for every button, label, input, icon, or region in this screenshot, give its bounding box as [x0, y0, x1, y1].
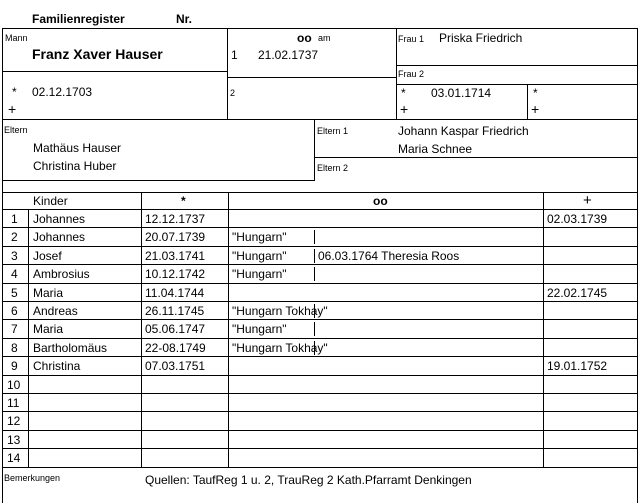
- child-name: Johannes: [33, 230, 86, 244]
- child-name: Christina: [33, 359, 81, 373]
- child-note: "Hungarn": [232, 230, 287, 244]
- wife2-birth-symbol: *: [533, 86, 538, 100]
- child-note: "Hungarn": [232, 249, 287, 263]
- wife1-birth-date: 03.01.1714: [431, 86, 492, 100]
- children-header-name: Kinder: [33, 194, 68, 208]
- marriage-1-index: 1: [231, 48, 238, 62]
- remarks-text: Quellen: TaufReg 1 u. 2, TrauReg 2 Kath.Pfarramt Denkingen: [145, 473, 472, 487]
- wife1-father-name: Johann Kaspar Friedrich: [398, 124, 529, 138]
- child-number: 11: [7, 396, 20, 410]
- child-number: 5: [11, 286, 18, 300]
- register-number-label: Nr.: [176, 12, 193, 26]
- child-birth-date: 10.12.1742: [145, 267, 206, 281]
- child-name: Maria: [33, 286, 64, 300]
- child-number: 8: [11, 341, 18, 355]
- husband-birth-symbol: *: [12, 85, 17, 99]
- remarks-label: Bemerkungen: [4, 473, 61, 483]
- child-name: Johannes: [33, 212, 86, 226]
- wife1-parents-label: Eltern 1: [317, 126, 349, 136]
- wife2-death-symbol: +: [531, 101, 540, 117]
- child-number: 1: [11, 212, 18, 226]
- child-name: Andreas: [33, 304, 78, 318]
- child-name: Josef: [33, 249, 62, 263]
- child-birth-date: 22-08.1749: [145, 341, 206, 355]
- child-name: Ambrosius: [33, 267, 90, 281]
- child-death-date: 19.01.1752: [547, 359, 608, 373]
- marriage-1-date: 21.02.1737: [258, 48, 319, 62]
- wife2-parents-label: Eltern 2: [317, 163, 349, 173]
- children-header-death: +: [583, 192, 592, 209]
- husband-name: Franz Xaver Hauser: [32, 46, 163, 62]
- child-birth-date: 26.11.1745: [145, 304, 205, 318]
- child-number: 6: [11, 304, 18, 318]
- child-number: 2: [11, 230, 18, 244]
- child-number: 12: [7, 414, 21, 428]
- wife1-birth-symbol: *: [401, 86, 406, 100]
- child-birth-date: 11.04.1744: [145, 286, 205, 300]
- husband-section-label: Mann: [5, 33, 28, 43]
- marriage-symbol: oo: [297, 31, 312, 45]
- husband-death-symbol: +: [8, 101, 17, 117]
- child-number: 10: [7, 378, 21, 392]
- child-number: 4: [11, 267, 18, 281]
- children-header-birth: *: [181, 194, 186, 208]
- child-number: 14: [7, 451, 21, 465]
- child-number: 13: [7, 433, 21, 447]
- husband-mother-name: Christina Huber: [33, 159, 117, 173]
- child-name: Bartholomäus: [33, 341, 108, 355]
- child-note: "Hungarn Tokhay": [232, 304, 328, 318]
- child-birth-date: 21.03.1741: [145, 249, 206, 263]
- child-birth-date: 12.12.1737: [145, 212, 206, 226]
- child-number: 9: [11, 359, 18, 373]
- child-marriage: 06.03.1764 Theresia Roos: [318, 249, 460, 263]
- wife1-mother-name: Maria Schnee: [398, 142, 473, 156]
- husband-parents-label: Eltern: [4, 125, 28, 135]
- children-header-marriage: oo: [373, 194, 388, 208]
- child-name: Maria: [33, 322, 64, 336]
- wife2-label: Frau 2: [398, 69, 425, 79]
- child-birth-date: 20.07.1739: [145, 230, 206, 244]
- marriage-am-label: am: [318, 33, 331, 43]
- child-death-date: 02.03.1739: [547, 212, 608, 226]
- wife1-death-symbol: +: [400, 101, 409, 117]
- wife1-name: Priska Friedrich: [439, 31, 523, 45]
- child-birth-date: 05.06.1747: [145, 322, 206, 336]
- child-number: 3: [11, 249, 18, 263]
- husband-father-name: Mathäus Hauser: [33, 141, 122, 155]
- marriage-2-index: 2: [230, 88, 236, 98]
- form-title: Familienregister: [32, 12, 125, 26]
- child-note: "Hungarn": [232, 267, 287, 281]
- wife1-label: Frau 1: [398, 34, 425, 44]
- child-birth-date: 07.03.1751: [145, 359, 206, 373]
- child-note: "Hungarn": [232, 322, 287, 336]
- husband-birth-date: 02.12.1703: [32, 85, 93, 99]
- child-note: "Hungarn Tokhay": [232, 341, 328, 355]
- child-death-date: 22.02.1745: [547, 286, 608, 300]
- child-number: 7: [11, 322, 18, 336]
